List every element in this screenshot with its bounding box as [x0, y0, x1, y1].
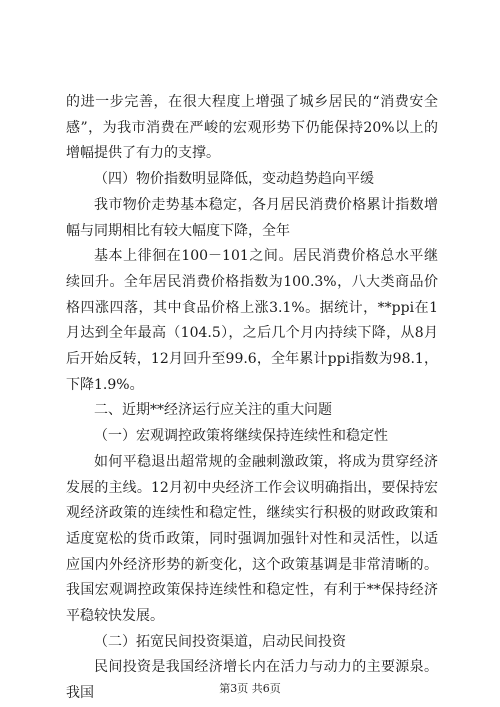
paragraph-5: 民间投资是我国经济增长内在活力与动力的主要源泉。我国 — [66, 659, 438, 702]
paragraph-4: 如何平稳退出超常规的金融刺激政策，将成为贯穿经济发展的主线。12月初中央经济工作会议明确指出，要保持宏观经济政策的连续性和稳定性，继续实行积极的财政政策和适度宽松的货币政策，同时强调加强针对性和灵活性，以适应国内外经济形势的新变化，这个政策基调是非常清晰的。我国宏观调控政策保持连续性和稳定性，有利于**保持经济平稳较快发展。 — [66, 453, 438, 625]
paragraph-3: 基本上徘徊在100－101之间。居民消费价格总水平继续回升。全年居民消费价格指数为100.3%，八大类商品价格四涨四落，其中食品价格上涨3.1%。据统计，**ppi在1月达到全年最高（104.5），之后几个月内持续下降，从8月后开始反转，12月回升至99.6，全年累计ppi指数为98.1，下降1.9%。 — [66, 248, 438, 393]
section-heading-2-1: （一）宏观调控政策将继续保持连续性和稳定性 — [94, 428, 388, 445]
paragraph-2: 我市物价走势基本稳定，各月居民消费价格累计指数增幅与同期相比有较大幅度下降，全年 — [66, 196, 438, 239]
section-heading-part-2: 二、近期**经济运行应关注的重大问题 — [94, 402, 332, 419]
section-heading-2-2: （二）拓宽民间投资渠道，启动民间投资 — [94, 633, 346, 650]
document-body — [66, 90, 438, 707]
section-heading-4: （四）物价指数明显降低，变动趋势趋向平缓 — [94, 171, 374, 188]
page-footer: 第3页 共6页 — [219, 682, 281, 695]
paragraph-1: 的进一步完善，在很大程度上增强了城乡居民的“消费安全感”，为我市消费在严峻的宏观形势下仍能保持20%以上的增幅提供了有力的支撑。 — [66, 94, 438, 162]
